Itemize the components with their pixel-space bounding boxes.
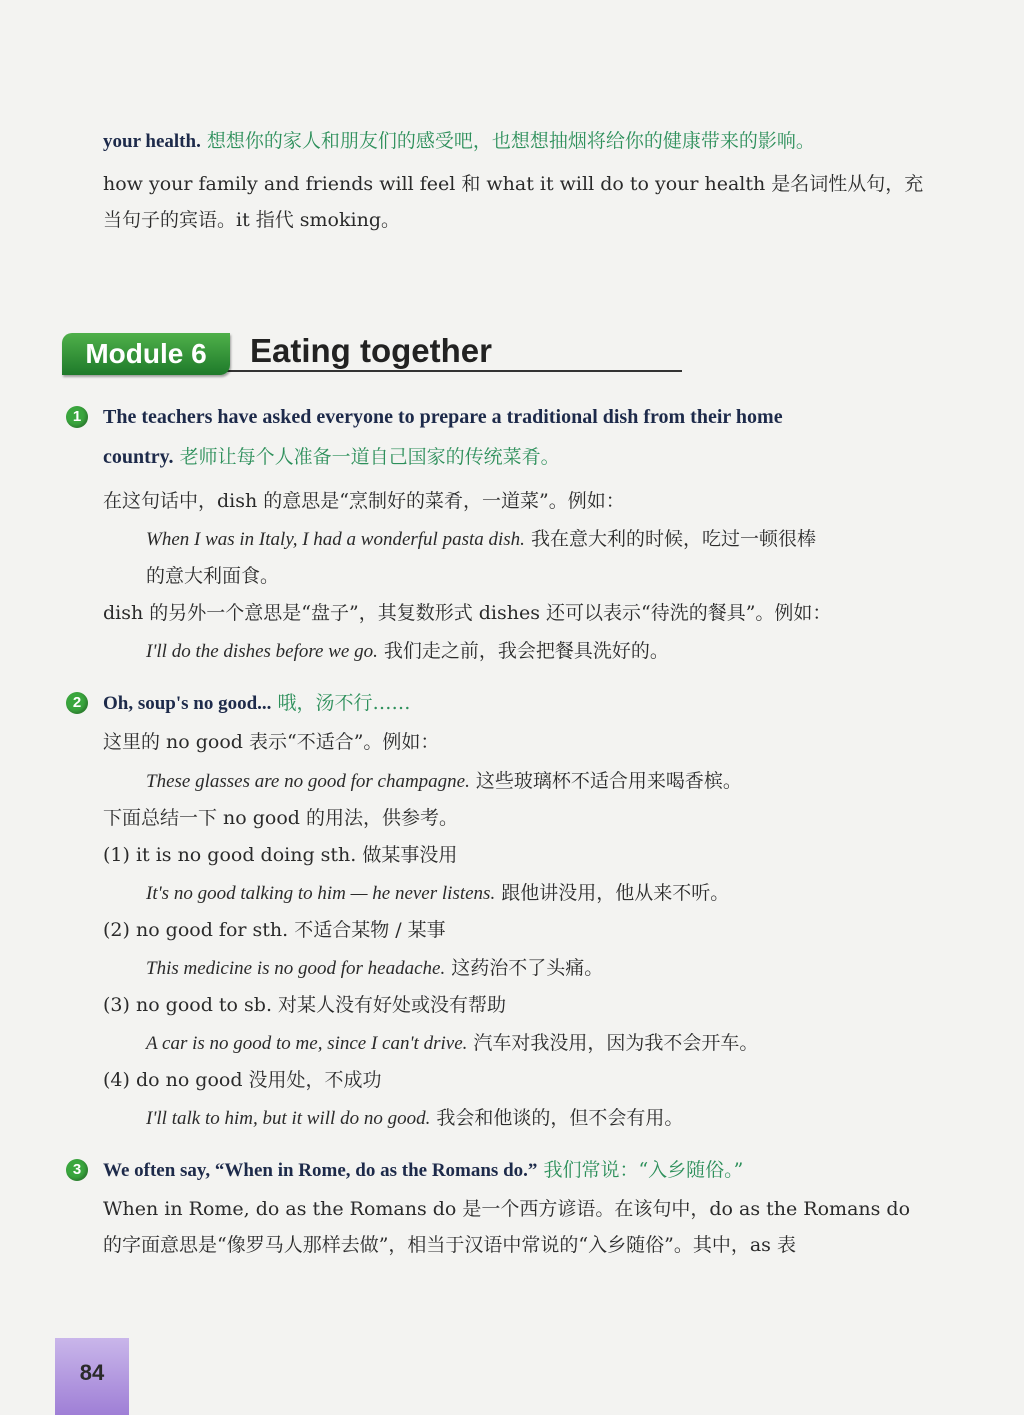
usage-item-example: [146, 956, 603, 981]
section-1-example-2: [146, 639, 669, 664]
section-2-heading: [103, 691, 410, 716]
section-3-line-1: When in Rome, do as the Romans do 是一个西方谚语。在该句中，do as the Romans do: [103, 1198, 911, 1220]
module-badge: Module 6: [62, 333, 230, 375]
usage-item-example: [146, 881, 729, 906]
section-1-example-1-cn: 我在意大利的时候，吃过一顿很棒: [524, 528, 816, 550]
section-1-heading-en-b: country.: [103, 446, 174, 468]
usage-item-example-en: It's no good talking to him — he never listens.: [146, 883, 496, 904]
module-title: Eating together: [250, 332, 493, 369]
usage-item-label: (2) no good for sth. 不适合某物 / 某事: [103, 919, 446, 941]
usage-item-example-en: I'll talk to him, but it will do no good.: [146, 1108, 431, 1129]
section-3-heading-en: We often say, “When in Rome, do as the Romans do.”: [103, 1160, 538, 1181]
usage-item-example-cn: 汽车对我没用，因为我不会开车。: [467, 1032, 759, 1054]
section-1-example-1: [146, 527, 816, 552]
intro-line-2: how your family and friends will feel 和 what it will do to your health 是名词性从句，充: [103, 173, 924, 195]
intro-bold-text: your health.: [103, 131, 201, 152]
intro-line-1: [103, 129, 815, 154]
section-3-line-2: 的字面意思是“像罗马人那样去做”，相当于汉语中常说的“入乡随俗”。其中，as 表: [103, 1234, 796, 1256]
usage-item-example: [146, 1106, 683, 1131]
section-1-number-icon: 1: [66, 406, 88, 428]
section-1-example-1-cn-cont: 的意大利面食。: [146, 565, 280, 587]
section-3-heading-cn: 我们常说：“入乡随俗。”: [537, 1159, 744, 1181]
section-3-number-icon: 3: [66, 1159, 88, 1181]
usage-item-label: (1) it is no good doing sth. 做某事没用: [103, 844, 458, 866]
section-1-heading-cn: 老师让每个人准备一道自己国家的传统菜肴。: [173, 446, 560, 468]
section-1-example-2-cn: 我们走之前，我会把餐具洗好的。: [377, 640, 669, 662]
section-2-explain-1: 这里的 no good 表示“不适合”。例如：: [103, 731, 440, 753]
section-2-example-1-cn: 这些玻璃杯不适合用来喝香槟。: [469, 770, 742, 792]
section-3-heading: [103, 1158, 743, 1183]
section-2-heading-cn: 哦，汤不行……: [271, 692, 411, 714]
usage-item-example: [146, 1031, 758, 1056]
section-2-number-icon: 2: [66, 692, 88, 714]
section-1-explain-1: 在这句话中，dish 的意思是“烹制好的菜肴，一道菜”。例如：: [103, 490, 625, 512]
section-2-summary: 下面总结一下 no good 的用法，供参考。: [103, 807, 458, 829]
usage-item-example-cn: 这药治不了头痛。: [445, 957, 604, 979]
page-number: 84: [79, 1360, 105, 1385]
section-2-example-1-en: These glasses are no good for champagne.: [146, 771, 470, 792]
section-1-heading-line-b: [103, 445, 560, 469]
section-2-example-1: [146, 769, 742, 794]
section-1-example-1-en: When I was in Italy, I had a wonderful pasta dish.: [146, 529, 525, 550]
section-2-heading-en: Oh, soup's no good...: [103, 693, 272, 714]
usage-item-label: (3) no good to sb. 对某人没有好处或没有帮助: [103, 994, 507, 1016]
usage-item-example-cn: 我会和他谈的，但不会有用。: [430, 1107, 684, 1129]
usage-item-example-en: This medicine is no good for headache.: [146, 958, 446, 979]
usage-item-example-cn: 跟他讲没用，他从来不听。: [495, 882, 730, 904]
usage-item-example-en: A car is no good to me, since I can't drive.: [146, 1033, 468, 1054]
section-1-explain-2: dish 的另外一个意思是“盘子”，其复数形式 dishes 还可以表示“待洗的餐具”。例如：: [103, 602, 832, 624]
intro-cn-text: 想想你的家人和朋友们的感受吧，也想想抽烟将给你的健康带来的影响。: [200, 130, 815, 152]
intro-line-3: 当句子的宾语。it 指代 smoking。: [103, 209, 400, 231]
section-1-example-2-en: I'll do the dishes before we go.: [146, 641, 378, 662]
section-1-heading-line-a: The teachers have asked everyone to prepare a traditional dish from their home: [103, 406, 783, 428]
usage-item-label: (4) do no good 没用处，不成功: [103, 1069, 382, 1091]
